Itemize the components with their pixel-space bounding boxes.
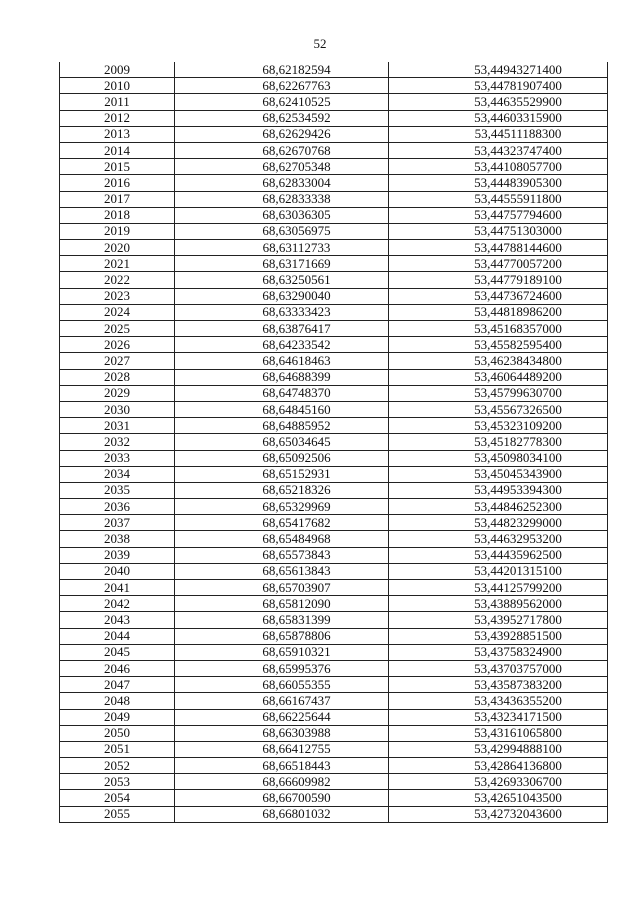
year-cell: 2049 [60, 709, 175, 725]
year-cell: 2042 [60, 596, 175, 612]
table-row [60, 580, 608, 596]
longitude-cell: 53,44943271400 [389, 62, 608, 78]
longitude-cell: 53,42994888100 [389, 741, 608, 757]
year-cell: 2014 [60, 142, 175, 158]
table-row [60, 434, 608, 450]
year-cell: 2024 [60, 304, 175, 320]
longitude-cell: 53,43703757000 [389, 660, 608, 676]
latitude-cell: 68,64618463 [175, 353, 389, 369]
longitude-cell: 53,44483905300 [389, 175, 608, 191]
year-cell: 2028 [60, 369, 175, 385]
year-cell: 2010 [60, 78, 175, 94]
table-row [60, 369, 608, 385]
table-row [60, 596, 608, 612]
longitude-cell: 53,43889562000 [389, 596, 608, 612]
latitude-cell: 68,66609982 [175, 774, 389, 790]
year-cell: 2033 [60, 450, 175, 466]
table-row [60, 547, 608, 563]
year-cell: 2031 [60, 418, 175, 434]
latitude-cell: 68,65878806 [175, 628, 389, 644]
year-cell: 2035 [60, 482, 175, 498]
year-cell: 2011 [60, 94, 175, 110]
latitude-cell: 68,62629426 [175, 126, 389, 142]
table-row [60, 175, 608, 191]
table-row [60, 709, 608, 725]
table-row [60, 401, 608, 417]
table-row [60, 531, 608, 547]
year-cell: 2046 [60, 660, 175, 676]
year-cell: 2026 [60, 337, 175, 353]
table-row [60, 288, 608, 304]
latitude-cell: 68,65092506 [175, 450, 389, 466]
table-row [60, 78, 608, 94]
table-row [60, 142, 608, 158]
year-cell: 2041 [60, 580, 175, 596]
table-row [60, 385, 608, 401]
latitude-cell: 68,62670768 [175, 142, 389, 158]
year-cell: 2015 [60, 159, 175, 175]
table-row [60, 741, 608, 757]
year-cell: 2016 [60, 175, 175, 191]
longitude-cell: 53,44435962500 [389, 547, 608, 563]
year-cell: 2050 [60, 725, 175, 741]
latitude-cell: 68,62534592 [175, 110, 389, 126]
longitude-cell: 53,44125799200 [389, 580, 608, 596]
longitude-cell: 53,44736724600 [389, 288, 608, 304]
table-row [60, 207, 608, 223]
latitude-cell: 68,65613843 [175, 563, 389, 579]
longitude-cell: 53,42693306700 [389, 774, 608, 790]
latitude-cell: 68,66518443 [175, 758, 389, 774]
latitude-cell: 68,66225644 [175, 709, 389, 725]
table-row [60, 450, 608, 466]
page-number: 52 [313, 36, 327, 51]
table-body [60, 62, 608, 822]
longitude-cell: 53,43928851500 [389, 628, 608, 644]
latitude-cell: 68,63250561 [175, 272, 389, 288]
table-row [60, 62, 608, 78]
longitude-cell: 53,45045343900 [389, 466, 608, 482]
longitude-cell: 53,44823299000 [389, 515, 608, 531]
longitude-cell: 53,44511188300 [389, 126, 608, 142]
latitude-cell: 68,66412755 [175, 741, 389, 757]
latitude-cell: 68,65417682 [175, 515, 389, 531]
year-cell: 2039 [60, 547, 175, 563]
latitude-cell: 68,64885952 [175, 418, 389, 434]
latitude-cell: 68,65329969 [175, 499, 389, 515]
latitude-cell: 68,62833338 [175, 191, 389, 207]
longitude-cell: 53,42732043600 [389, 806, 608, 822]
longitude-cell: 53,44603315900 [389, 110, 608, 126]
table-row [60, 240, 608, 256]
table-row [60, 515, 608, 531]
table-row [60, 612, 608, 628]
latitude-cell: 68,62182594 [175, 62, 389, 78]
table-row [60, 191, 608, 207]
longitude-cell: 53,44779189100 [389, 272, 608, 288]
longitude-cell: 53,44751303000 [389, 223, 608, 239]
latitude-cell: 68,62410525 [175, 94, 389, 110]
year-cell: 2019 [60, 223, 175, 239]
table-row [60, 563, 608, 579]
year-cell: 2034 [60, 466, 175, 482]
longitude-cell: 53,44108057700 [389, 159, 608, 175]
latitude-cell: 68,65812090 [175, 596, 389, 612]
latitude-cell: 68,64688399 [175, 369, 389, 385]
year-cell: 2036 [60, 499, 175, 515]
latitude-cell: 68,63171669 [175, 256, 389, 272]
year-cell: 2037 [60, 515, 175, 531]
year-cell: 2022 [60, 272, 175, 288]
latitude-cell: 68,62267763 [175, 78, 389, 94]
latitude-cell: 68,63112733 [175, 240, 389, 256]
latitude-cell: 68,65484968 [175, 531, 389, 547]
longitude-cell: 53,43161065800 [389, 725, 608, 741]
longitude-cell: 53,44770057200 [389, 256, 608, 272]
longitude-cell: 53,44953394300 [389, 482, 608, 498]
year-cell: 2047 [60, 677, 175, 693]
year-cell: 2048 [60, 693, 175, 709]
latitude-cell: 68,64233542 [175, 337, 389, 353]
latitude-cell: 68,63290040 [175, 288, 389, 304]
longitude-cell: 53,45098034100 [389, 450, 608, 466]
year-cell: 2045 [60, 644, 175, 660]
longitude-cell: 53,46064489200 [389, 369, 608, 385]
latitude-cell: 68,65573843 [175, 547, 389, 563]
table-row [60, 628, 608, 644]
latitude-cell: 68,63056975 [175, 223, 389, 239]
latitude-cell: 68,65152931 [175, 466, 389, 482]
longitude-cell: 53,44632953200 [389, 531, 608, 547]
table-row [60, 159, 608, 175]
latitude-cell: 68,65831399 [175, 612, 389, 628]
year-cell: 2027 [60, 353, 175, 369]
longitude-cell: 53,44788144600 [389, 240, 608, 256]
latitude-cell: 68,65995376 [175, 660, 389, 676]
table-row [60, 677, 608, 693]
year-cell: 2030 [60, 401, 175, 417]
coordinates-table [59, 62, 608, 823]
latitude-cell: 68,65218326 [175, 482, 389, 498]
year-cell: 2012 [60, 110, 175, 126]
table-row [60, 418, 608, 434]
year-cell: 2020 [60, 240, 175, 256]
table-row [60, 725, 608, 741]
longitude-cell: 53,44555911800 [389, 191, 608, 207]
year-cell: 2018 [60, 207, 175, 223]
longitude-cell: 53,43436355200 [389, 693, 608, 709]
year-cell: 2021 [60, 256, 175, 272]
table-row [60, 223, 608, 239]
table-row [60, 693, 608, 709]
table-row [60, 272, 608, 288]
table-row [60, 94, 608, 110]
year-cell: 2025 [60, 321, 175, 337]
table-row [60, 482, 608, 498]
longitude-cell: 53,42651043500 [389, 790, 608, 806]
table-row [60, 126, 608, 142]
longitude-cell: 53,44635529900 [389, 94, 608, 110]
latitude-cell: 68,66055355 [175, 677, 389, 693]
year-cell: 2054 [60, 790, 175, 806]
year-cell: 2032 [60, 434, 175, 450]
longitude-cell: 53,46238434800 [389, 353, 608, 369]
longitude-cell: 53,44781907400 [389, 78, 608, 94]
year-cell: 2052 [60, 758, 175, 774]
year-cell: 2029 [60, 385, 175, 401]
year-cell: 2040 [60, 563, 175, 579]
table-row [60, 774, 608, 790]
latitude-cell: 68,65703907 [175, 580, 389, 596]
latitude-cell: 68,66167437 [175, 693, 389, 709]
latitude-cell: 68,64845160 [175, 401, 389, 417]
table-row [60, 304, 608, 320]
table-row [60, 644, 608, 660]
table-row [60, 758, 608, 774]
latitude-cell: 68,66801032 [175, 806, 389, 822]
table-row [60, 110, 608, 126]
table-row [60, 499, 608, 515]
year-cell: 2013 [60, 126, 175, 142]
longitude-cell: 53,42864136800 [389, 758, 608, 774]
year-cell: 2009 [60, 62, 175, 78]
table-row [60, 660, 608, 676]
table-row [60, 466, 608, 482]
table-row [60, 353, 608, 369]
longitude-cell: 53,45799630700 [389, 385, 608, 401]
year-cell: 2017 [60, 191, 175, 207]
year-cell: 2051 [60, 741, 175, 757]
latitude-cell: 68,63333423 [175, 304, 389, 320]
latitude-cell: 68,62705348 [175, 159, 389, 175]
latitude-cell: 68,66700590 [175, 790, 389, 806]
longitude-cell: 53,44757794600 [389, 207, 608, 223]
latitude-cell: 68,65910321 [175, 644, 389, 660]
year-cell: 2038 [60, 531, 175, 547]
longitude-cell: 53,45182778300 [389, 434, 608, 450]
longitude-cell: 53,43587383200 [389, 677, 608, 693]
year-cell: 2023 [60, 288, 175, 304]
longitude-cell: 53,43234171500 [389, 709, 608, 725]
table-row [60, 790, 608, 806]
year-cell: 2053 [60, 774, 175, 790]
table-row [60, 256, 608, 272]
latitude-cell: 68,63876417 [175, 321, 389, 337]
longitude-cell: 53,44846252300 [389, 499, 608, 515]
table-row [60, 321, 608, 337]
longitude-cell: 53,45323109200 [389, 418, 608, 434]
year-cell: 2055 [60, 806, 175, 822]
year-cell: 2043 [60, 612, 175, 628]
longitude-cell: 53,45582595400 [389, 337, 608, 353]
longitude-cell: 53,45168357000 [389, 321, 608, 337]
latitude-cell: 68,66303988 [175, 725, 389, 741]
table-row [60, 337, 608, 353]
longitude-cell: 53,45567326500 [389, 401, 608, 417]
table-row [60, 806, 608, 822]
latitude-cell: 68,65034645 [175, 434, 389, 450]
longitude-cell: 53,43758324900 [389, 644, 608, 660]
longitude-cell: 53,44323747400 [389, 142, 608, 158]
longitude-cell: 53,43952717800 [389, 612, 608, 628]
latitude-cell: 68,62833004 [175, 175, 389, 191]
latitude-cell: 68,63036305 [175, 207, 389, 223]
year-cell: 2044 [60, 628, 175, 644]
latitude-cell: 68,64748370 [175, 385, 389, 401]
longitude-cell: 53,44201315100 [389, 563, 608, 579]
longitude-cell: 53,44818986200 [389, 304, 608, 320]
